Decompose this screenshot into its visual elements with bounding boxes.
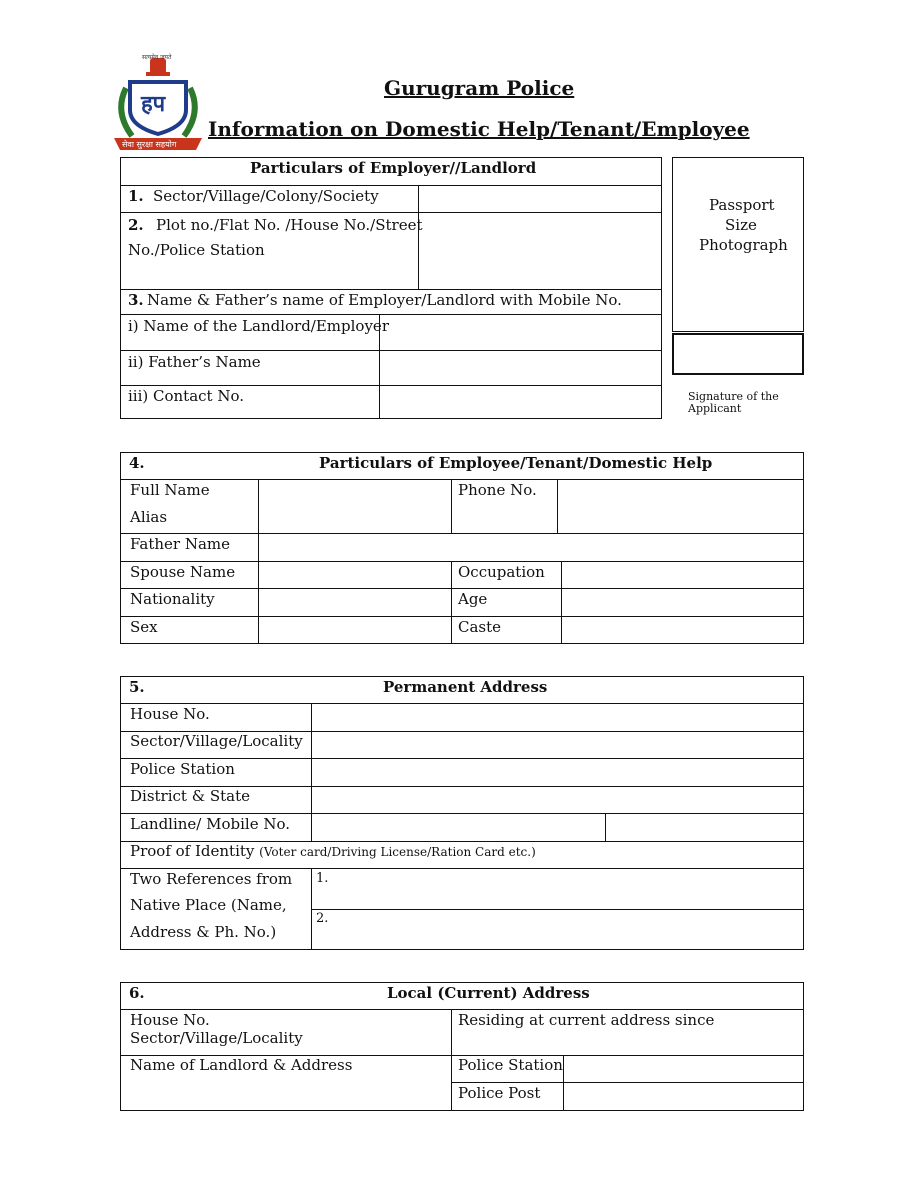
signature-label-cont: Applicant xyxy=(688,402,742,415)
perm-house-field[interactable] xyxy=(313,705,803,730)
row1-number: 1. xyxy=(128,187,144,205)
perm-district-label: District & State xyxy=(130,787,250,805)
perm-district-field[interactable] xyxy=(313,787,803,812)
perm-landline-field[interactable] xyxy=(313,815,604,840)
employer-heading: Particulars of Employer//Landlord xyxy=(250,159,537,177)
emblem-motto: सेवा सुरक्षा सहयोग xyxy=(122,140,177,149)
landlord-contact-field[interactable] xyxy=(381,387,660,418)
references-label-3: Address & Ph. No.) xyxy=(130,923,277,941)
perm-landline-label: Landline/ Mobile No. xyxy=(130,815,291,833)
signature-label: Signature of the xyxy=(688,390,779,403)
photo-label-1: Passport xyxy=(709,196,775,214)
local-sector-label: Sector/Village/Locality xyxy=(130,1029,303,1047)
spouse-label: Spouse Name xyxy=(130,563,236,581)
proof-identity-note: (Voter card/Driving License/Ration Card etc.) xyxy=(259,845,536,859)
section5-number: 5. xyxy=(129,678,145,696)
employer-plot-field[interactable] xyxy=(420,214,660,288)
occupation-field[interactable] xyxy=(563,563,803,587)
full-name-field[interactable] xyxy=(260,481,450,532)
employee-heading: Particulars of Employee/Tenant/Domestic Help xyxy=(319,454,713,472)
emblem-initials: हप xyxy=(141,92,166,117)
references-label-1: Two References from xyxy=(130,870,293,888)
reference-2-number: 2. xyxy=(316,911,329,926)
perm-sector-field[interactable] xyxy=(313,732,803,757)
phone-field[interactable] xyxy=(559,481,803,532)
sector-village-label: Sector/Village/Colony/Society xyxy=(153,187,379,205)
row3-number: 3. xyxy=(128,291,144,309)
spouse-field[interactable] xyxy=(260,563,450,587)
nationality-label: Nationality xyxy=(130,590,215,608)
local-address-field[interactable] xyxy=(122,1011,450,1054)
page-title: Gurugram Police xyxy=(384,76,575,100)
perm-house-label: House No. xyxy=(130,705,210,723)
local-house-label: House No. xyxy=(130,1011,210,1029)
local-police-station-field[interactable] xyxy=(565,1057,803,1081)
police-emblem xyxy=(108,52,208,160)
phone-label: Phone No. xyxy=(458,481,537,499)
alias-label: Alias xyxy=(130,508,168,526)
contact-no-label: iii) Contact No. xyxy=(128,387,245,405)
residing-since-label: Residing at current address since xyxy=(458,1011,715,1029)
row2-number: 2. xyxy=(128,216,144,234)
occupation-label: Occupation xyxy=(458,563,545,581)
perm-police-station-field[interactable] xyxy=(313,760,803,785)
nationality-field[interactable] xyxy=(260,590,450,615)
perm-sector-label: Sector/Village/Locality xyxy=(130,732,303,750)
perm-police-station-label: Police Station xyxy=(130,760,235,778)
reference-2-field[interactable] xyxy=(313,911,803,949)
signature-box[interactable] xyxy=(672,333,804,375)
caste-field[interactable] xyxy=(563,618,803,643)
proof-identity-label xyxy=(130,843,536,860)
father-field[interactable] xyxy=(260,535,803,560)
local-police-station-label: Police Station xyxy=(458,1056,563,1074)
emblem-top-text: सत्यमेव जयते xyxy=(142,54,172,61)
employer-name-heading: Name & Father’s name of Employer/Landlord with Mobile No. xyxy=(147,291,622,309)
photo-label-3: Photograph xyxy=(699,236,788,254)
age-label: Age xyxy=(458,590,488,608)
plot-no-label-cont: No./Police Station xyxy=(128,241,265,259)
age-field[interactable] xyxy=(563,590,803,615)
caste-label: Caste xyxy=(458,618,502,636)
father-name-label: ii) Father’s Name xyxy=(128,353,261,371)
photo-label-2: Size xyxy=(725,216,757,234)
plot-no-label: Plot no./Flat No. /House No./Street xyxy=(156,216,423,234)
section4-number: 4. xyxy=(129,454,145,472)
section6-number: 6. xyxy=(129,984,145,1002)
father-label: Father Name xyxy=(130,535,231,553)
proof-identity-text: Proof of Identity xyxy=(130,842,255,860)
sex-field[interactable] xyxy=(260,618,450,643)
residing-since-field[interactable] xyxy=(453,1030,803,1054)
landlord-name-label: i) Name of the Landlord/Employer xyxy=(128,317,389,335)
employer-sector-field[interactable] xyxy=(420,187,660,211)
landlord-father-field[interactable] xyxy=(381,352,660,384)
landlord-name-field[interactable] xyxy=(381,316,660,349)
permanent-heading: Permanent Address xyxy=(383,678,548,696)
page-subtitle: Information on Domestic Help/Tenant/Employee xyxy=(208,117,750,141)
local-police-post-label: Police Post xyxy=(458,1084,541,1102)
perm-mobile-field[interactable] xyxy=(607,815,803,840)
full-name-label: Full Name xyxy=(130,481,210,499)
local-heading: Local (Current) Address xyxy=(387,984,590,1002)
local-landlord-field[interactable] xyxy=(122,1075,450,1110)
reference-1-field[interactable] xyxy=(313,870,803,908)
reference-1-number: 1. xyxy=(316,871,329,886)
sex-label: Sex xyxy=(130,618,158,636)
references-label-2: Native Place (Name, xyxy=(130,896,287,914)
local-police-post-field[interactable] xyxy=(565,1084,803,1110)
local-landlord-label: Name of Landlord & Address xyxy=(130,1056,353,1074)
